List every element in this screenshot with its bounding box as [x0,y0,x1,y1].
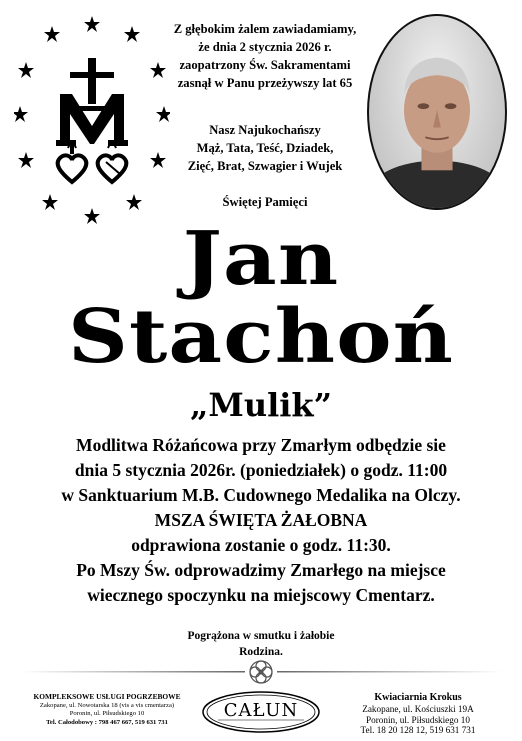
florist-info [322,693,514,736]
calun-logo [200,689,322,735]
portrait-image [369,16,505,208]
intro-line: że dnia 2 stycznia 2026 r. [198,40,332,54]
star-icon [18,62,34,78]
deceased-nickname: „Mulik” [190,386,332,424]
funeral-home-address-1: Zakopane, ul. Nowotarska 18 (vis a vis cmentarza) [39,701,175,709]
funeral-home-phone: Tel. Całodobowy : 798 467 667, 519 631 731 [46,719,168,727]
florist-title: Kwiaciarnia Krokus [374,692,462,703]
death-announcement-intro [160,20,370,92]
star-icon [42,194,58,210]
deceased-first-name: Jan [182,216,340,302]
details-line: wiecznego spoczynku na miejscowy Cmentarz. [87,585,435,605]
florist-address-1: Zakopane, ul. Kościuszki 19A [362,703,474,714]
cross-icon [70,58,114,104]
mourners-section [0,628,522,660]
immaculate-heart-icon [98,143,127,182]
calun-logo-word: CAŁUN [223,700,299,721]
funeral-details [20,433,502,608]
details-line: MSZA ŚWIĘTA ŻAŁOBNA [154,510,368,530]
star-icon [44,26,60,42]
funeral-home-info [12,693,202,728]
sacred-heart-icon [58,143,87,182]
intro-line: Z głębokim żalem zawiadamiamy, [173,22,357,36]
marian-monogram-emblem [14,14,170,228]
family-line: Nasz Najukochańszy [209,123,321,137]
funeral-home-title: KOMPLEKSOWE USŁUGI POGRZEBOWE [33,692,181,701]
star-icon [126,194,142,210]
flower-ornament-icon [250,661,272,683]
details-line: Modlitwa Różańcowa przy Zmarłym odbędzie sie [76,435,446,455]
deceased-portrait-photo [367,14,507,210]
intro-line: zaopatrzony Św. Sakramentami [179,58,351,72]
mourners-signature: Rodzina. [239,646,283,658]
intro-line: zasnął w Panu przeżywszy lat 65 [177,76,353,90]
florist-phone: Tel. 18 20 128 12, 519 631 731 [360,725,476,736]
family-relations [160,121,370,175]
deceased-last-name: Stachoń [68,294,454,380]
memory-label: Świętej Pamięci [222,195,308,209]
funeral-home-address-2: Poronin, ul. Piłsudskiego 10 [69,710,145,718]
star-icon [156,106,170,122]
star-icon [18,152,34,168]
star-icon [14,106,28,122]
florist-address-2: Poronin, ul. Piłsudskiego 10 [366,714,470,725]
mourners-line: Pogrążona w smutku i żałobie [187,630,335,642]
family-line: Zięć, Brat, Szwagier i Wujek [187,159,343,173]
details-line: dnia 5 stycznia 2026r. (poniedziałek) o godz. 11:00 [74,460,448,480]
star-icon [84,16,100,32]
decorative-divider-ornament [0,658,522,686]
star-icon [124,26,140,42]
details-line: Po Mszy Św. odprowadzimy Zmarłego na miejsce [76,560,446,580]
details-line: w Sanktuarium M.B. Cudownego Medalika na Olczy. [61,485,461,505]
details-line: odprawiona zostanie o godz. 11:30. [131,535,391,555]
family-line: Mąż, Tata, Teść, Dziadek, [196,141,334,155]
